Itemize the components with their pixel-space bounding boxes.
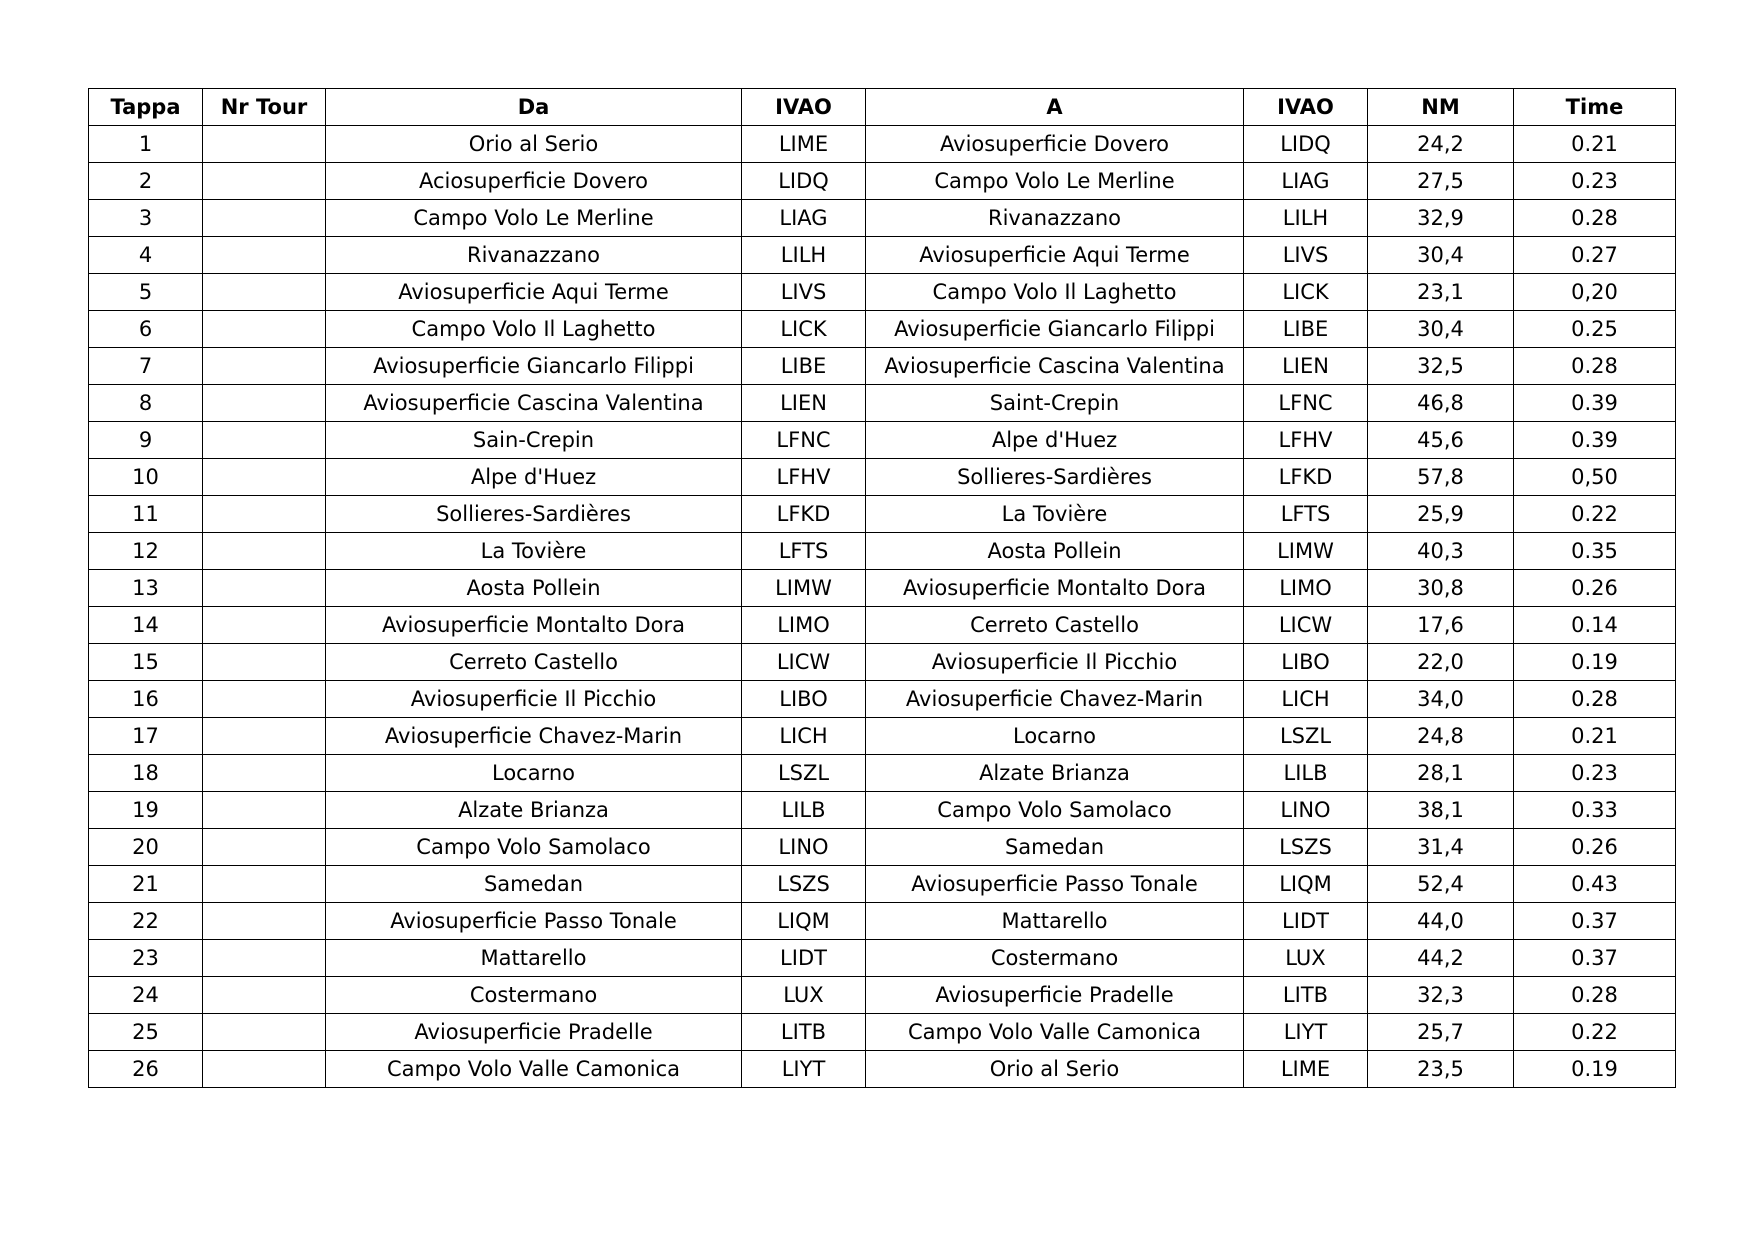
cell-nm: 24,2 bbox=[1368, 126, 1514, 163]
cell-ivao-from: LIDQ bbox=[742, 163, 866, 200]
cell-nr-tour bbox=[203, 1051, 326, 1088]
cell-nr-tour bbox=[203, 385, 326, 422]
table-row bbox=[89, 163, 1676, 200]
cell-nm: 25,9 bbox=[1368, 496, 1514, 533]
cell-nm: 34,0 bbox=[1368, 681, 1514, 718]
cell-ivao-to: LIAG bbox=[1244, 163, 1368, 200]
cell-tappa: 26 bbox=[89, 1051, 203, 1088]
header-ivao-to: IVAO bbox=[1244, 89, 1368, 126]
cell-a: Aviosuperficie Pradelle bbox=[866, 977, 1244, 1014]
cell-nm: 23,5 bbox=[1368, 1051, 1514, 1088]
cell-ivao-to: LIBO bbox=[1244, 644, 1368, 681]
cell-time: 0.28 bbox=[1514, 977, 1676, 1014]
cell-nr-tour bbox=[203, 681, 326, 718]
cell-ivao-from: LSZS bbox=[742, 866, 866, 903]
cell-ivao-to: LIBE bbox=[1244, 311, 1368, 348]
cell-tappa: 19 bbox=[89, 792, 203, 829]
cell-ivao-from: LIBE bbox=[742, 348, 866, 385]
cell-nr-tour bbox=[203, 496, 326, 533]
cell-nm: 46,8 bbox=[1368, 385, 1514, 422]
cell-tappa: 12 bbox=[89, 533, 203, 570]
table-row bbox=[89, 385, 1676, 422]
cell-a: Rivanazzano bbox=[866, 200, 1244, 237]
cell-ivao-to: LICW bbox=[1244, 607, 1368, 644]
cell-a: Alzate Brianza bbox=[866, 755, 1244, 792]
cell-a: Aviosuperficie Montalto Dora bbox=[866, 570, 1244, 607]
cell-da: Aciosuperficie Dovero bbox=[326, 163, 742, 200]
cell-nr-tour bbox=[203, 940, 326, 977]
cell-time: 0.19 bbox=[1514, 1051, 1676, 1088]
table-row bbox=[89, 607, 1676, 644]
cell-time: 0.37 bbox=[1514, 903, 1676, 940]
cell-a: Campo Volo Samolaco bbox=[866, 792, 1244, 829]
cell-time: 0.28 bbox=[1514, 681, 1676, 718]
cell-ivao-to: LIDQ bbox=[1244, 126, 1368, 163]
table-row bbox=[89, 126, 1676, 163]
table-row bbox=[89, 903, 1676, 940]
cell-a: Locarno bbox=[866, 718, 1244, 755]
cell-time: 0.19 bbox=[1514, 644, 1676, 681]
cell-da: Alpe d'Huez bbox=[326, 459, 742, 496]
header-nr-tour: Nr Tour bbox=[203, 89, 326, 126]
cell-time: 0.28 bbox=[1514, 348, 1676, 385]
cell-ivao-from: LFKD bbox=[742, 496, 866, 533]
cell-tappa: 20 bbox=[89, 829, 203, 866]
tour-legs-table bbox=[88, 88, 1676, 1088]
cell-ivao-from: LFHV bbox=[742, 459, 866, 496]
cell-ivao-from: LIMW bbox=[742, 570, 866, 607]
cell-tappa: 4 bbox=[89, 237, 203, 274]
cell-a: Alpe d'Huez bbox=[866, 422, 1244, 459]
cell-time: 0.28 bbox=[1514, 200, 1676, 237]
cell-ivao-from: LIAG bbox=[742, 200, 866, 237]
cell-nr-tour bbox=[203, 274, 326, 311]
cell-nr-tour bbox=[203, 570, 326, 607]
cell-ivao-to: LIYT bbox=[1244, 1014, 1368, 1051]
cell-ivao-to: LILB bbox=[1244, 755, 1368, 792]
cell-ivao-from: LILB bbox=[742, 792, 866, 829]
cell-time: 0.22 bbox=[1514, 496, 1676, 533]
cell-da: Campo Volo Valle Camonica bbox=[326, 1051, 742, 1088]
cell-nm: 44,2 bbox=[1368, 940, 1514, 977]
cell-nm: 45,6 bbox=[1368, 422, 1514, 459]
table-row bbox=[89, 570, 1676, 607]
cell-da: Cerreto Castello bbox=[326, 644, 742, 681]
cell-da: Campo Volo Samolaco bbox=[326, 829, 742, 866]
cell-nm: 22,0 bbox=[1368, 644, 1514, 681]
cell-a: Sollieres-Sardières bbox=[866, 459, 1244, 496]
cell-a: Aviosuperficie Passo Tonale bbox=[866, 866, 1244, 903]
cell-nr-tour bbox=[203, 237, 326, 274]
cell-a: Cerreto Castello bbox=[866, 607, 1244, 644]
header-a: A bbox=[866, 89, 1244, 126]
cell-a: Mattarello bbox=[866, 903, 1244, 940]
table-row bbox=[89, 1051, 1676, 1088]
table-row bbox=[89, 237, 1676, 274]
cell-nm: 23,1 bbox=[1368, 274, 1514, 311]
cell-nm: 52,4 bbox=[1368, 866, 1514, 903]
cell-a: Campo Volo Il Laghetto bbox=[866, 274, 1244, 311]
cell-ivao-from: LIMO bbox=[742, 607, 866, 644]
cell-time: 0.37 bbox=[1514, 940, 1676, 977]
header-tappa: Tappa bbox=[89, 89, 203, 126]
cell-nm: 32,3 bbox=[1368, 977, 1514, 1014]
table-row bbox=[89, 200, 1676, 237]
cell-nm: 17,6 bbox=[1368, 607, 1514, 644]
header-nm: NM bbox=[1368, 89, 1514, 126]
cell-nr-tour bbox=[203, 533, 326, 570]
cell-tappa: 3 bbox=[89, 200, 203, 237]
cell-time: 0.39 bbox=[1514, 422, 1676, 459]
cell-ivao-from: LILH bbox=[742, 237, 866, 274]
cell-da: Aviosuperficie Pradelle bbox=[326, 1014, 742, 1051]
cell-da: Samedan bbox=[326, 866, 742, 903]
cell-a: Aviosuperficie Giancarlo Filippi bbox=[866, 311, 1244, 348]
cell-da: Aviosuperficie Passo Tonale bbox=[326, 903, 742, 940]
table-row bbox=[89, 459, 1676, 496]
cell-time: 0,20 bbox=[1514, 274, 1676, 311]
table-row bbox=[89, 755, 1676, 792]
cell-tappa: 22 bbox=[89, 903, 203, 940]
table-row bbox=[89, 348, 1676, 385]
cell-tappa: 17 bbox=[89, 718, 203, 755]
cell-ivao-to: LSZL bbox=[1244, 718, 1368, 755]
cell-ivao-to: LITB bbox=[1244, 977, 1368, 1014]
cell-da: Aviosuperficie Giancarlo Filippi bbox=[326, 348, 742, 385]
cell-nm: 30,8 bbox=[1368, 570, 1514, 607]
table-row bbox=[89, 274, 1676, 311]
cell-ivao-from: LITB bbox=[742, 1014, 866, 1051]
cell-da: Aviosuperficie Chavez-Marin bbox=[326, 718, 742, 755]
cell-tappa: 10 bbox=[89, 459, 203, 496]
cell-a: Aviosuperficie Dovero bbox=[866, 126, 1244, 163]
cell-nr-tour bbox=[203, 311, 326, 348]
cell-time: 0.33 bbox=[1514, 792, 1676, 829]
cell-ivao-from: LFTS bbox=[742, 533, 866, 570]
cell-ivao-from: LIEN bbox=[742, 385, 866, 422]
cell-nm: 57,8 bbox=[1368, 459, 1514, 496]
cell-time: 0.23 bbox=[1514, 755, 1676, 792]
cell-time: 0.27 bbox=[1514, 237, 1676, 274]
cell-time: 0.25 bbox=[1514, 311, 1676, 348]
cell-ivao-to: LIMW bbox=[1244, 533, 1368, 570]
cell-da: Aviosuperficie Il Picchio bbox=[326, 681, 742, 718]
cell-time: 0.26 bbox=[1514, 829, 1676, 866]
cell-da: Locarno bbox=[326, 755, 742, 792]
cell-nm: 30,4 bbox=[1368, 237, 1514, 274]
cell-nr-tour bbox=[203, 903, 326, 940]
cell-ivao-to: LIEN bbox=[1244, 348, 1368, 385]
table-row bbox=[89, 977, 1676, 1014]
cell-nr-tour bbox=[203, 200, 326, 237]
table-body bbox=[89, 126, 1676, 1088]
cell-ivao-from: LINO bbox=[742, 829, 866, 866]
cell-a: Samedan bbox=[866, 829, 1244, 866]
cell-ivao-to: LSZS bbox=[1244, 829, 1368, 866]
cell-nr-tour bbox=[203, 718, 326, 755]
cell-ivao-from: LIBO bbox=[742, 681, 866, 718]
cell-ivao-from: LFNC bbox=[742, 422, 866, 459]
cell-da: Campo Volo Il Laghetto bbox=[326, 311, 742, 348]
cell-a: Aosta Pollein bbox=[866, 533, 1244, 570]
cell-nm: 44,0 bbox=[1368, 903, 1514, 940]
cell-tappa: 2 bbox=[89, 163, 203, 200]
cell-da: Sain-Crepin bbox=[326, 422, 742, 459]
cell-ivao-to: LIVS bbox=[1244, 237, 1368, 274]
cell-ivao-to: LIME bbox=[1244, 1051, 1368, 1088]
cell-nr-tour bbox=[203, 977, 326, 1014]
table-row bbox=[89, 829, 1676, 866]
cell-ivao-from: LIDT bbox=[742, 940, 866, 977]
header-time: Time bbox=[1514, 89, 1676, 126]
cell-da: Sollieres-Sardières bbox=[326, 496, 742, 533]
cell-nr-tour bbox=[203, 829, 326, 866]
header-ivao-from: IVAO bbox=[742, 89, 866, 126]
cell-ivao-to: LIQM bbox=[1244, 866, 1368, 903]
cell-ivao-to: LFKD bbox=[1244, 459, 1368, 496]
cell-time: 0.21 bbox=[1514, 718, 1676, 755]
table-row bbox=[89, 1014, 1676, 1051]
cell-a: Orio al Serio bbox=[866, 1051, 1244, 1088]
cell-a: Aviosuperficie Chavez-Marin bbox=[866, 681, 1244, 718]
cell-nm: 32,5 bbox=[1368, 348, 1514, 385]
cell-nr-tour bbox=[203, 422, 326, 459]
cell-ivao-from: LIVS bbox=[742, 274, 866, 311]
cell-a: Aviosuperficie Il Picchio bbox=[866, 644, 1244, 681]
cell-time: 0.14 bbox=[1514, 607, 1676, 644]
cell-nr-tour bbox=[203, 755, 326, 792]
table-row bbox=[89, 681, 1676, 718]
cell-da: Alzate Brianza bbox=[326, 792, 742, 829]
cell-ivao-to: LIMO bbox=[1244, 570, 1368, 607]
cell-a: Campo Volo Le Merline bbox=[866, 163, 1244, 200]
cell-tappa: 21 bbox=[89, 866, 203, 903]
cell-nr-tour bbox=[203, 792, 326, 829]
table-row bbox=[89, 644, 1676, 681]
cell-da: Mattarello bbox=[326, 940, 742, 977]
cell-ivao-from: LICW bbox=[742, 644, 866, 681]
cell-tappa: 16 bbox=[89, 681, 203, 718]
cell-ivao-from: LIQM bbox=[742, 903, 866, 940]
table-row bbox=[89, 422, 1676, 459]
cell-ivao-to: LIDT bbox=[1244, 903, 1368, 940]
cell-tappa: 15 bbox=[89, 644, 203, 681]
cell-ivao-to: LFNC bbox=[1244, 385, 1368, 422]
cell-tappa: 5 bbox=[89, 274, 203, 311]
cell-tappa: 14 bbox=[89, 607, 203, 644]
cell-da: La Tovière bbox=[326, 533, 742, 570]
cell-time: 0,50 bbox=[1514, 459, 1676, 496]
cell-tappa: 24 bbox=[89, 977, 203, 1014]
cell-ivao-to: LILH bbox=[1244, 200, 1368, 237]
table-row bbox=[89, 533, 1676, 570]
cell-ivao-from: LIME bbox=[742, 126, 866, 163]
cell-nr-tour bbox=[203, 459, 326, 496]
cell-ivao-from: LSZL bbox=[742, 755, 866, 792]
cell-tappa: 18 bbox=[89, 755, 203, 792]
cell-time: 0.43 bbox=[1514, 866, 1676, 903]
cell-tappa: 11 bbox=[89, 496, 203, 533]
cell-time: 0.35 bbox=[1514, 533, 1676, 570]
cell-da: Rivanazzano bbox=[326, 237, 742, 274]
cell-tappa: 1 bbox=[89, 126, 203, 163]
cell-ivao-to: LINO bbox=[1244, 792, 1368, 829]
cell-ivao-to: LFHV bbox=[1244, 422, 1368, 459]
cell-da: Aosta Pollein bbox=[326, 570, 742, 607]
cell-nm: 32,9 bbox=[1368, 200, 1514, 237]
cell-tappa: 7 bbox=[89, 348, 203, 385]
table-row bbox=[89, 718, 1676, 755]
cell-time: 0.39 bbox=[1514, 385, 1676, 422]
cell-nr-tour bbox=[203, 644, 326, 681]
cell-a: Saint-Crepin bbox=[866, 385, 1244, 422]
table-row bbox=[89, 792, 1676, 829]
cell-nr-tour bbox=[203, 607, 326, 644]
cell-ivao-from: LUX bbox=[742, 977, 866, 1014]
cell-da: Aviosuperficie Cascina Valentina bbox=[326, 385, 742, 422]
cell-ivao-to: LFTS bbox=[1244, 496, 1368, 533]
table-row bbox=[89, 940, 1676, 977]
cell-nm: 30,4 bbox=[1368, 311, 1514, 348]
cell-da: Aviosuperficie Montalto Dora bbox=[326, 607, 742, 644]
cell-nr-tour bbox=[203, 126, 326, 163]
cell-nr-tour bbox=[203, 866, 326, 903]
table-row bbox=[89, 866, 1676, 903]
cell-time: 0.21 bbox=[1514, 126, 1676, 163]
cell-a: La Tovière bbox=[866, 496, 1244, 533]
cell-da: Orio al Serio bbox=[326, 126, 742, 163]
cell-time: 0.22 bbox=[1514, 1014, 1676, 1051]
cell-nm: 28,1 bbox=[1368, 755, 1514, 792]
cell-nm: 25,7 bbox=[1368, 1014, 1514, 1051]
cell-nm: 24,8 bbox=[1368, 718, 1514, 755]
cell-tappa: 25 bbox=[89, 1014, 203, 1051]
cell-da: Costermano bbox=[326, 977, 742, 1014]
cell-ivao-from: LICH bbox=[742, 718, 866, 755]
cell-tappa: 9 bbox=[89, 422, 203, 459]
cell-a: Aviosuperficie Aqui Terme bbox=[866, 237, 1244, 274]
cell-nr-tour bbox=[203, 1014, 326, 1051]
table-row bbox=[89, 496, 1676, 533]
cell-tappa: 8 bbox=[89, 385, 203, 422]
cell-time: 0.26 bbox=[1514, 570, 1676, 607]
cell-tappa: 23 bbox=[89, 940, 203, 977]
header-da: Da bbox=[326, 89, 742, 126]
cell-a: Aviosuperficie Cascina Valentina bbox=[866, 348, 1244, 385]
cell-nr-tour bbox=[203, 348, 326, 385]
cell-ivao-from: LICK bbox=[742, 311, 866, 348]
cell-nm: 40,3 bbox=[1368, 533, 1514, 570]
cell-time: 0.23 bbox=[1514, 163, 1676, 200]
cell-ivao-from: LIYT bbox=[742, 1051, 866, 1088]
cell-ivao-to: LICH bbox=[1244, 681, 1368, 718]
cell-ivao-to: LUX bbox=[1244, 940, 1368, 977]
cell-da: Aviosuperficie Aqui Terme bbox=[326, 274, 742, 311]
cell-da: Campo Volo Le Merline bbox=[326, 200, 742, 237]
cell-nm: 27,5 bbox=[1368, 163, 1514, 200]
cell-nm: 38,1 bbox=[1368, 792, 1514, 829]
cell-a: Campo Volo Valle Camonica bbox=[866, 1014, 1244, 1051]
cell-tappa: 13 bbox=[89, 570, 203, 607]
header-row bbox=[89, 89, 1676, 126]
cell-nm: 31,4 bbox=[1368, 829, 1514, 866]
cell-ivao-to: LICK bbox=[1244, 274, 1368, 311]
cell-tappa: 6 bbox=[89, 311, 203, 348]
table-row bbox=[89, 311, 1676, 348]
cell-a: Costermano bbox=[866, 940, 1244, 977]
cell-nr-tour bbox=[203, 163, 326, 200]
